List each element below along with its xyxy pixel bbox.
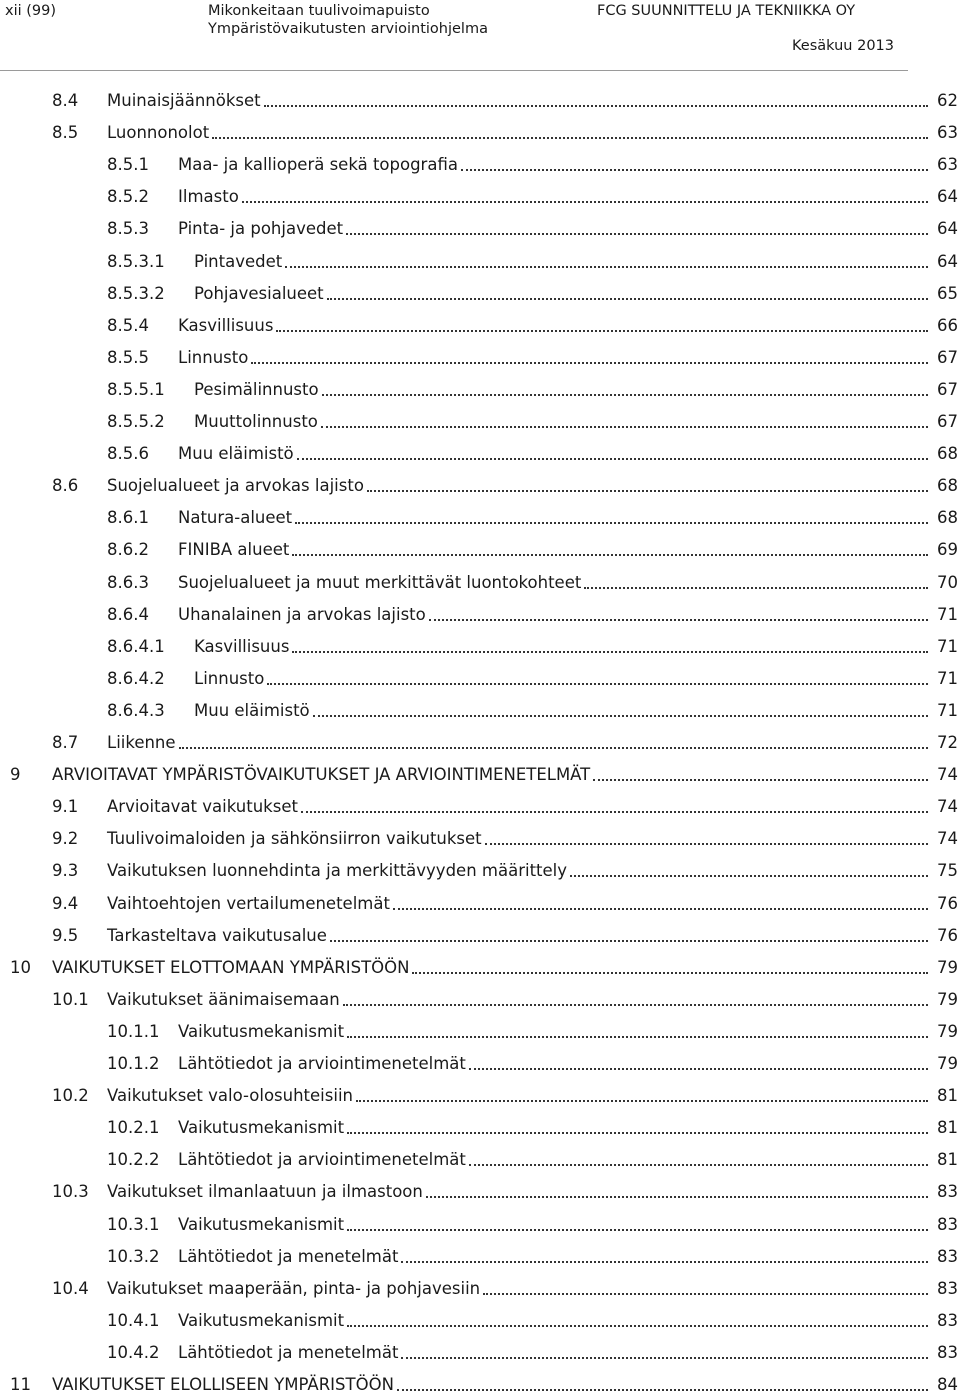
toc-entry-page: 68 [937, 476, 958, 495]
toc-entry-number: 8.4 [52, 91, 79, 110]
toc-entry-page: 65 [937, 284, 958, 303]
dot-leader [401, 1261, 928, 1263]
toc-entry[interactable] [0, 1020, 958, 1044]
toc-entry-title: Vaikutuksen luonnehdinta ja merkittävyyden määrittely [107, 861, 568, 880]
toc-entry[interactable] [0, 892, 958, 916]
toc-entry-page: 84 [937, 1375, 958, 1394]
toc-entry-number: 8.6.4.1 [107, 637, 165, 656]
toc-entry-page: 70 [937, 573, 958, 592]
dot-leader [412, 972, 928, 974]
toc-entry-page: 83 [937, 1279, 958, 1298]
toc-entry-page: 67 [937, 348, 958, 367]
dot-leader [429, 619, 928, 621]
dot-leader [313, 715, 928, 717]
toc-entry-number: 8.6.2 [107, 540, 149, 559]
toc-entry-title: Kasvillisuus [178, 316, 274, 335]
toc-entry-page: 79 [937, 958, 958, 977]
dot-leader [483, 1293, 928, 1295]
project-title: Mikonkeitaan tuulivoimapuisto [208, 3, 430, 19]
toc-entry-number: 8.5.5 [107, 348, 149, 367]
toc-entry[interactable] [0, 1213, 958, 1237]
toc-entry-page: 76 [937, 926, 958, 945]
toc-entry-page: 83 [937, 1247, 958, 1266]
toc-entry[interactable] [0, 1309, 958, 1333]
toc-entry-page: 81 [937, 1086, 958, 1105]
toc-entry-page: 64 [937, 187, 958, 206]
toc-entry-title: Luonnonolot [107, 123, 210, 142]
toc-entry-title: Pohjavesialueet [194, 284, 324, 303]
toc-entry-number: 8.5.3.2 [107, 284, 165, 303]
toc-entry-title: Vaikutusmekanismit [178, 1311, 345, 1330]
toc-entry-number: 10.1.2 [107, 1054, 160, 1073]
document-date: Kesäkuu 2013 [792, 38, 894, 54]
toc-entry-title: Lähtötiedot ja arviointimenetelmät [178, 1054, 466, 1073]
dot-leader [301, 811, 928, 813]
toc-entry-title: Lähtötiedot ja arviointimenetelmät [178, 1150, 466, 1169]
dot-leader [570, 875, 928, 877]
toc-entry-number: 8.6.4.3 [107, 701, 165, 720]
toc-entry-title: Tarkasteltava vaikutusalue [107, 926, 327, 945]
dot-leader [322, 394, 928, 396]
toc-entry-number: 9.3 [52, 861, 79, 880]
dot-leader [264, 105, 928, 107]
dot-leader [401, 1357, 928, 1359]
toc-entry[interactable] [0, 153, 958, 177]
toc-entry[interactable] [0, 763, 958, 787]
dot-leader [485, 843, 928, 845]
toc-entry-number: 10.1.1 [107, 1022, 160, 1041]
toc-entry-number: 10.2 [52, 1086, 89, 1105]
toc-entry-title: Vaikutukset äänimaisemaan [107, 990, 340, 1009]
toc-entry-title: Pintavedet [194, 252, 283, 271]
document-subtitle: Ympäristövaikutusten arviointiohjelma [208, 21, 488, 37]
toc-entry-number: 8.6.4.2 [107, 669, 165, 688]
toc-entry-page: 71 [937, 637, 958, 656]
toc-entry-title: Lähtötiedot ja menetelmät [178, 1247, 399, 1266]
dot-leader [179, 747, 928, 749]
toc-entry-title: Natura-alueet [178, 508, 293, 527]
toc-entry[interactable] [0, 795, 958, 819]
dot-leader [330, 940, 928, 942]
toc-entry-page: 68 [937, 444, 958, 463]
toc-entry-page: 74 [937, 829, 958, 848]
toc-entry-title: FINIBA alueet [178, 540, 290, 559]
dot-leader [347, 1036, 928, 1038]
toc-entry-number: 9.1 [52, 797, 79, 816]
toc-entry[interactable] [0, 699, 958, 723]
toc-entry-page: 71 [937, 701, 958, 720]
dot-leader [584, 587, 928, 589]
toc-entry-title: Suojelualueet ja muut merkittävät luontokohteet [178, 573, 582, 592]
toc-entry-title: Vaikutukset maaperään, pinta- ja pohjavesiin [107, 1279, 481, 1298]
toc-entry[interactable] [0, 538, 958, 562]
toc-entry-page: 79 [937, 1022, 958, 1041]
toc-entry-number: 10.2.2 [107, 1150, 160, 1169]
toc-entry-title: Tuulivoimaloiden ja sähkönsiirron vaikutukset [107, 829, 482, 848]
toc-entry-page: 72 [937, 733, 958, 752]
toc-entry-number: 10.2.1 [107, 1118, 160, 1137]
toc-entry-page: 71 [937, 669, 958, 688]
dot-leader [347, 1325, 928, 1327]
toc-entry[interactable] [0, 346, 958, 370]
dot-leader [321, 426, 928, 428]
toc-entry-number: 8.6.4 [107, 605, 149, 624]
dot-leader [367, 490, 928, 492]
toc-entry[interactable] [0, 1052, 958, 1076]
dot-leader [461, 169, 928, 171]
toc-entry-page: 76 [937, 894, 958, 913]
toc-entry[interactable] [0, 378, 958, 402]
dot-leader [469, 1068, 928, 1070]
toc-entry-title: Arvioitavat vaikutukset [107, 797, 298, 816]
toc-entry[interactable] [0, 1373, 958, 1397]
toc-entry[interactable] [0, 1277, 958, 1301]
toc-entry-number: 8.5.5.1 [107, 380, 165, 399]
toc-entry-number: 9 [10, 765, 21, 784]
toc-entry-page: 81 [937, 1118, 958, 1137]
toc-entry-page: 79 [937, 990, 958, 1009]
toc-entry-page: 63 [937, 155, 958, 174]
toc-entry-title: Linnusto [178, 348, 249, 367]
dot-leader [285, 266, 928, 268]
toc-entry-number: 10.4.1 [107, 1311, 160, 1330]
toc-entry-page: 74 [937, 765, 958, 784]
toc-entry-title: Vaikutukset valo-olosuhteisiin [107, 1086, 353, 1105]
toc-entry-number: 10.4 [52, 1279, 89, 1298]
toc-entry-page: 68 [937, 508, 958, 527]
dot-leader [276, 330, 928, 332]
toc-entry-number: 10.3.2 [107, 1247, 160, 1266]
toc-entry-number: 10.4.2 [107, 1343, 160, 1362]
toc-entry[interactable] [0, 314, 958, 338]
toc-entry-title: VAIKUTUKSET ELOTTOMAAN YMPÄRISTÖÖN [52, 958, 410, 977]
toc-entry-number: 8.5 [52, 123, 79, 142]
toc-entry-page: 75 [937, 861, 958, 880]
toc-entry[interactable] [0, 442, 958, 466]
dot-leader [426, 1196, 928, 1198]
dot-leader [297, 458, 928, 460]
toc-entry[interactable] [0, 988, 958, 1012]
toc-entry[interactable] [0, 250, 958, 274]
toc-entry-number: 9.2 [52, 829, 79, 848]
toc-entry-page: 63 [937, 123, 958, 142]
toc-entry-title: Muuttolinnusto [194, 412, 318, 431]
dot-leader [347, 1132, 928, 1134]
toc-entry-number: 10.3 [52, 1182, 89, 1201]
dot-leader [327, 298, 928, 300]
toc-entry[interactable] [0, 571, 958, 595]
toc-entry-page: 69 [937, 540, 958, 559]
toc-entry[interactable] [0, 474, 958, 498]
toc-entry-title: Muu eläimistö [194, 701, 310, 720]
dot-leader [343, 1004, 928, 1006]
toc-entry-page: 83 [937, 1343, 958, 1362]
dot-leader [292, 554, 928, 556]
toc-entry-page: 81 [937, 1150, 958, 1169]
toc-entry-page: 83 [937, 1215, 958, 1234]
page-number-label: xii (99) [5, 3, 57, 19]
toc-entry-number: 8.5.5.2 [107, 412, 165, 431]
toc-entry-title: Maa- ja kallioperä sekä topografia [178, 155, 458, 174]
toc-entry-page: 79 [937, 1054, 958, 1073]
toc-entry-page: 83 [937, 1182, 958, 1201]
toc-entry-title: Vaikutukset ilmanlaatuun ja ilmastoon [107, 1182, 423, 1201]
toc-entry[interactable] [0, 506, 958, 530]
toc-entry-title: Vaikutusmekanismit [178, 1022, 345, 1041]
toc-entry-title: Muu eläimistö [178, 444, 294, 463]
toc-entry[interactable] [0, 635, 958, 659]
toc-entry-page: 71 [937, 605, 958, 624]
toc-entry-title: Lähtötiedot ja menetelmät [178, 1343, 399, 1362]
toc-entry[interactable] [0, 121, 958, 145]
dot-leader [356, 1100, 928, 1102]
dot-leader [292, 651, 928, 653]
page-header [0, 0, 960, 70]
toc-entry-title: Vaikutusmekanismit [178, 1118, 345, 1137]
company-name: FCG SUUNNITTELU JA TEKNIIKKA OY [597, 3, 856, 19]
toc-entry[interactable] [0, 410, 958, 434]
toc-entry-title: Kasvillisuus [194, 637, 290, 656]
toc-entry-number: 9.4 [52, 894, 79, 913]
toc-entry[interactable] [0, 859, 958, 883]
dot-leader [346, 233, 928, 235]
dot-leader [593, 779, 928, 781]
toc-entry-page: 62 [937, 91, 958, 110]
toc-entry-page: 67 [937, 412, 958, 431]
toc-entry-title: Vaihtoehtojen vertailumenetelmät [107, 894, 390, 913]
dot-leader [397, 1389, 928, 1391]
toc-entry-number: 8.5.6 [107, 444, 149, 463]
dot-leader [295, 522, 928, 524]
toc-entry-title: Pesimälinnusto [194, 380, 319, 399]
toc-entry[interactable] [0, 1084, 958, 1108]
toc-entry-title: Liikenne [107, 733, 176, 752]
toc-entry-number: 8.5.2 [107, 187, 149, 206]
toc-entry-page: 64 [937, 219, 958, 238]
toc-entry-number: 9.5 [52, 926, 79, 945]
toc-entry[interactable] [0, 1116, 958, 1140]
toc-entry[interactable] [0, 1180, 958, 1204]
toc-entry[interactable] [0, 1245, 958, 1269]
toc-entry[interactable] [0, 956, 958, 980]
toc-entry-number: 10 [10, 958, 31, 977]
toc-entry-page: 74 [937, 797, 958, 816]
toc-entry-title: Linnusto [194, 669, 265, 688]
toc-entry-number: 8.7 [52, 733, 79, 752]
toc-entry-page: 67 [937, 380, 958, 399]
dot-leader [347, 1229, 928, 1231]
toc-entry-number: 10.3.1 [107, 1215, 160, 1234]
toc-entry-title: Vaikutusmekanismit [178, 1215, 345, 1234]
toc-entry-title: ARVIOITAVAT YMPÄRISTÖVAIKUTUKSET JA ARVIOINTIMENETELMÄT [52, 765, 591, 784]
toc-entry-title: Uhanalainen ja arvokas lajisto [178, 605, 426, 624]
toc-entry-page: 83 [937, 1311, 958, 1330]
toc-entry[interactable] [0, 1148, 958, 1172]
toc-entry-number: 8.5.4 [107, 316, 149, 335]
toc-entry[interactable] [0, 924, 958, 948]
toc-entry-page: 66 [937, 316, 958, 335]
toc-entry-number: 8.6 [52, 476, 79, 495]
dot-leader [251, 362, 928, 364]
toc-entry-number: 8.5.1 [107, 155, 149, 174]
toc-entry-title: Muinaisjäännökset [107, 91, 261, 110]
toc-entry[interactable] [0, 667, 958, 691]
toc-entry-page: 64 [937, 252, 958, 271]
toc-entry-title: Ilmasto [178, 187, 239, 206]
toc-entry-title: Suojelualueet ja arvokas lajisto [107, 476, 364, 495]
toc-entry-number: 10.1 [52, 990, 89, 1009]
dot-leader [212, 137, 928, 139]
dot-leader [267, 683, 928, 685]
toc-entry[interactable] [0, 282, 958, 306]
dot-leader [242, 201, 928, 203]
toc-entry-number: 8.5.3 [107, 219, 149, 238]
toc-entry[interactable] [0, 603, 958, 627]
toc-entry-number: 8.6.3 [107, 573, 149, 592]
toc-entry-number: 8.5.3.1 [107, 252, 165, 271]
toc-entry[interactable] [0, 217, 958, 241]
toc-entry[interactable] [0, 731, 958, 755]
toc-entry[interactable] [0, 1341, 958, 1365]
toc-entry-number: 11 [10, 1375, 31, 1394]
header-divider [0, 70, 908, 71]
toc-entry[interactable] [0, 185, 958, 209]
toc-entry-title: Pinta- ja pohjavedet [178, 219, 344, 238]
toc-entry-title: VAIKUTUKSET ELOLLISEEN YMPÄRISTÖÖN [52, 1375, 394, 1394]
dot-leader [469, 1164, 928, 1166]
toc-entry[interactable] [0, 89, 958, 113]
toc-entry[interactable] [0, 827, 958, 851]
dot-leader [393, 908, 928, 910]
toc-entry-number: 8.6.1 [107, 508, 149, 527]
